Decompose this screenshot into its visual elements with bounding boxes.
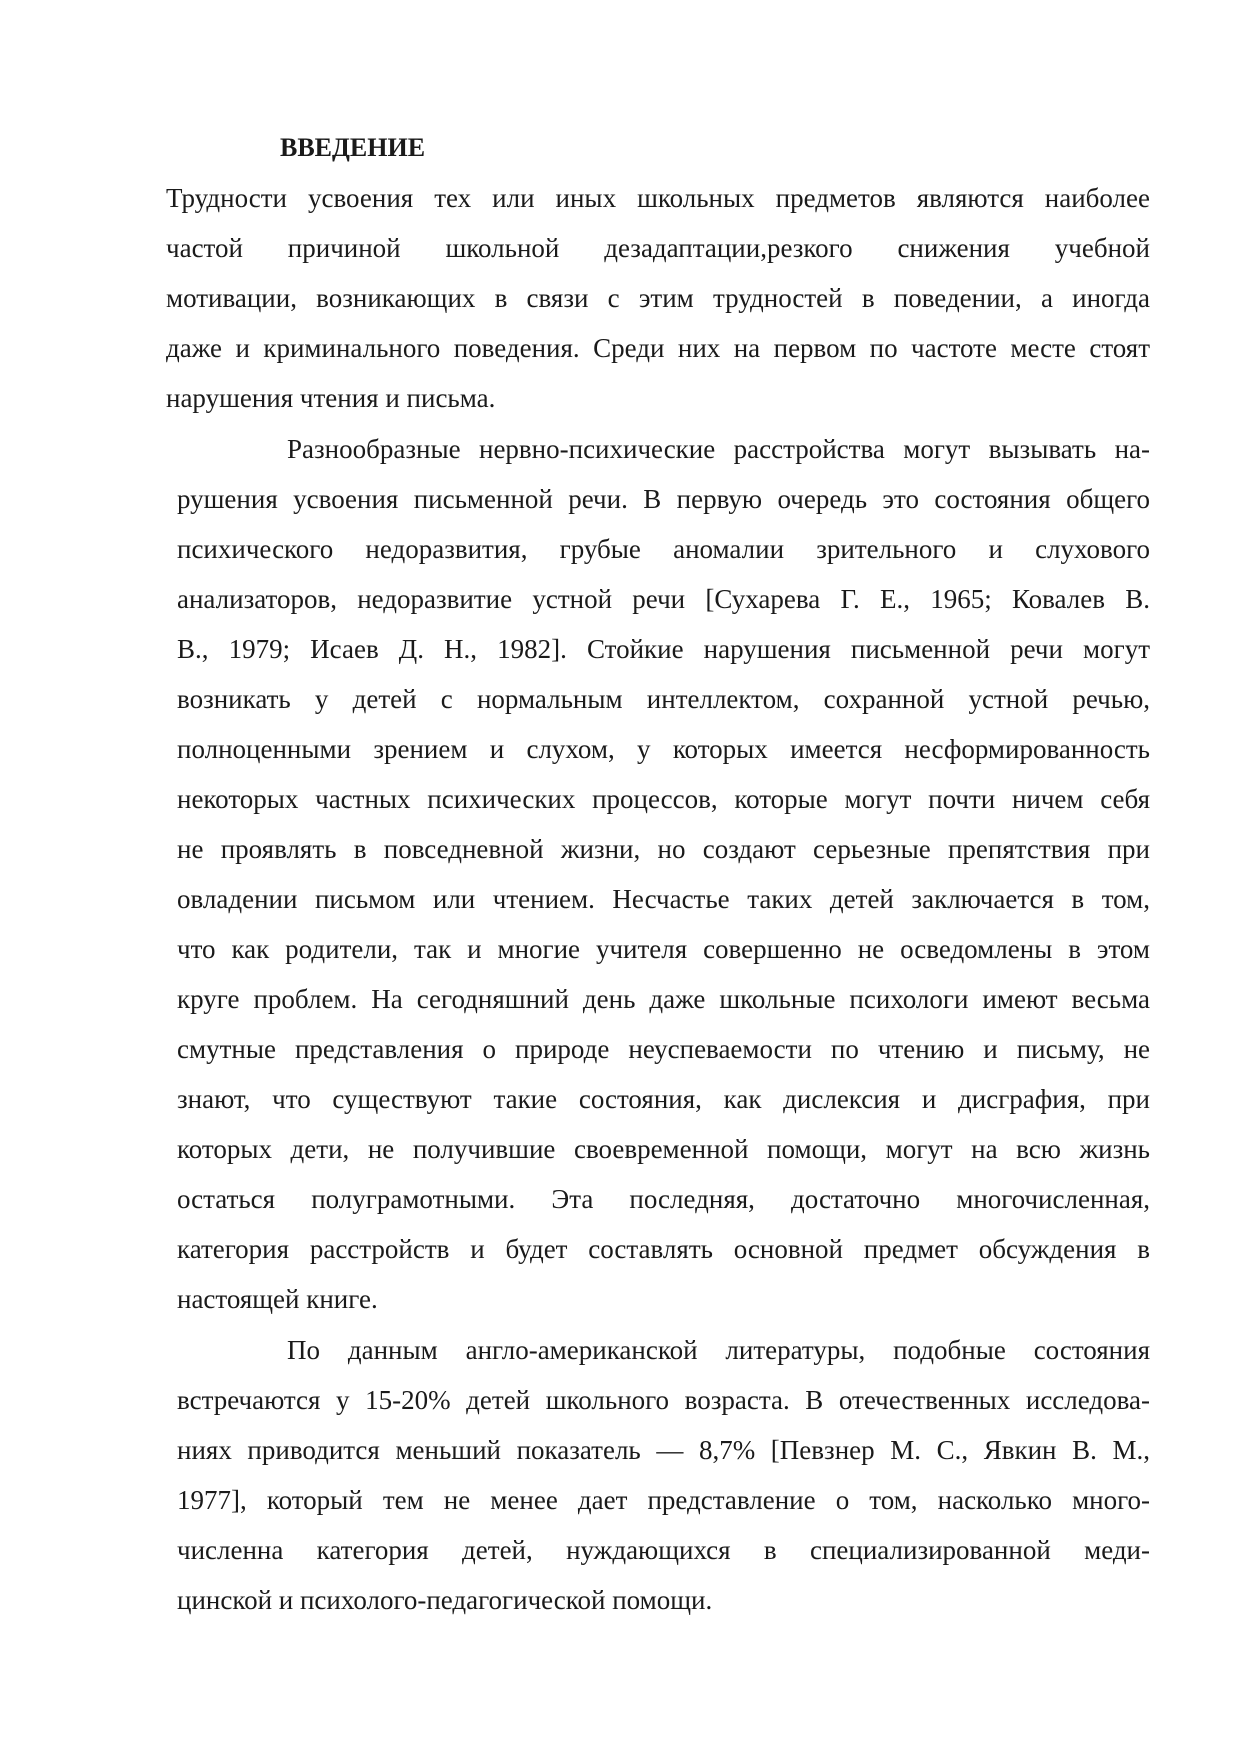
text-line: смутные представления о природе неуспеваемости по чтению и письму, не	[177, 1034, 1150, 1064]
text-line: рушения усвоения письменной речи. В первую очередь это состояния общего	[177, 484, 1150, 514]
text-line: знают, что существуют такие состояния, как дислексия и дисграфия, при	[177, 1084, 1150, 1114]
text-line: встречаются у 15-20% детей школьного возраста. В отечественных исследова-	[177, 1385, 1150, 1415]
text-line: даже и криминального поведения. Среди них на первом по частоте месте стоят	[166, 333, 1150, 363]
text-line: возникать у детей с нормальным интеллектом, сохранной устной речью,	[177, 684, 1150, 714]
text-line: нарушения чтения и письма.	[166, 383, 496, 413]
text-line: цинской и психолого-педагогической помощи.	[177, 1585, 713, 1615]
text-line: В., 1979; Исаев Д. Н., 1982]. Стойкие нарушения письменной речи могут	[177, 634, 1150, 664]
text-line: остаться полуграмотными. Эта последняя, достаточно многочисленная,	[177, 1184, 1150, 1214]
text-line: полноценными зрением и слухом, у которых имеется несформированность	[177, 734, 1150, 764]
text-line: численна категория детей, нуждающихся в специализированной меди-	[177, 1535, 1150, 1565]
text-line: анализаторов, недоразвитие устной речи [Сухарева Г. Е., 1965; Ковалев В.	[177, 584, 1150, 614]
text-line: По данным англо-американской литературы, подобные состояния	[287, 1335, 1150, 1365]
text-line: овладении письмом или чтением. Несчастье таких детей заключается в том,	[177, 884, 1150, 914]
text-line: категория расстройств и будет составлять основной предмет обсуждения в	[177, 1234, 1150, 1264]
paragraph-1	[166, 173, 1150, 423]
text-line: частой причиной школьной дезадаптации,резкого снижения учебной	[166, 233, 1150, 263]
text-line: психического недоразвития, грубые аномалии зрительного и слухового	[177, 534, 1150, 564]
text-line: Трудности усвоения тех или иных школьных предметов являются наиболее	[166, 183, 1150, 213]
text-line: 1977], который тем не менее дает представление о том, насколько много-	[177, 1485, 1150, 1515]
paragraph-3	[177, 1325, 1150, 1625]
text-line: которых дети, не получившие своевременной помощи, могут на всю жизнь	[177, 1134, 1150, 1164]
text-line: некоторых частных психических процессов, которые могут почти ничем себя	[177, 784, 1150, 814]
text-line: мотивации, возникающих в связи с этим трудностей в поведении, а иногда	[166, 283, 1150, 313]
paragraph-2	[177, 424, 1150, 1324]
text-line: что как родители, так и многие учителя совершенно не осведомлены в этом	[177, 934, 1150, 964]
text-line: ниях приводится меньший показатель — 8,7% [Певзнер М. С., Явкин В. М.,	[177, 1435, 1150, 1465]
text-line: круге проблем. На сегодняшний день даже школьные психологи имеют весьма	[177, 984, 1150, 1014]
text-line: Разнообразные нервно-психические расстройства могут вызывать на-	[287, 434, 1150, 464]
text-line: настоящей книге.	[177, 1284, 378, 1314]
text-line: не проявлять в повседневной жизни, но создают серьезные препятствия при	[177, 834, 1150, 864]
page-heading: ВВЕДЕНИЕ	[280, 133, 426, 162]
